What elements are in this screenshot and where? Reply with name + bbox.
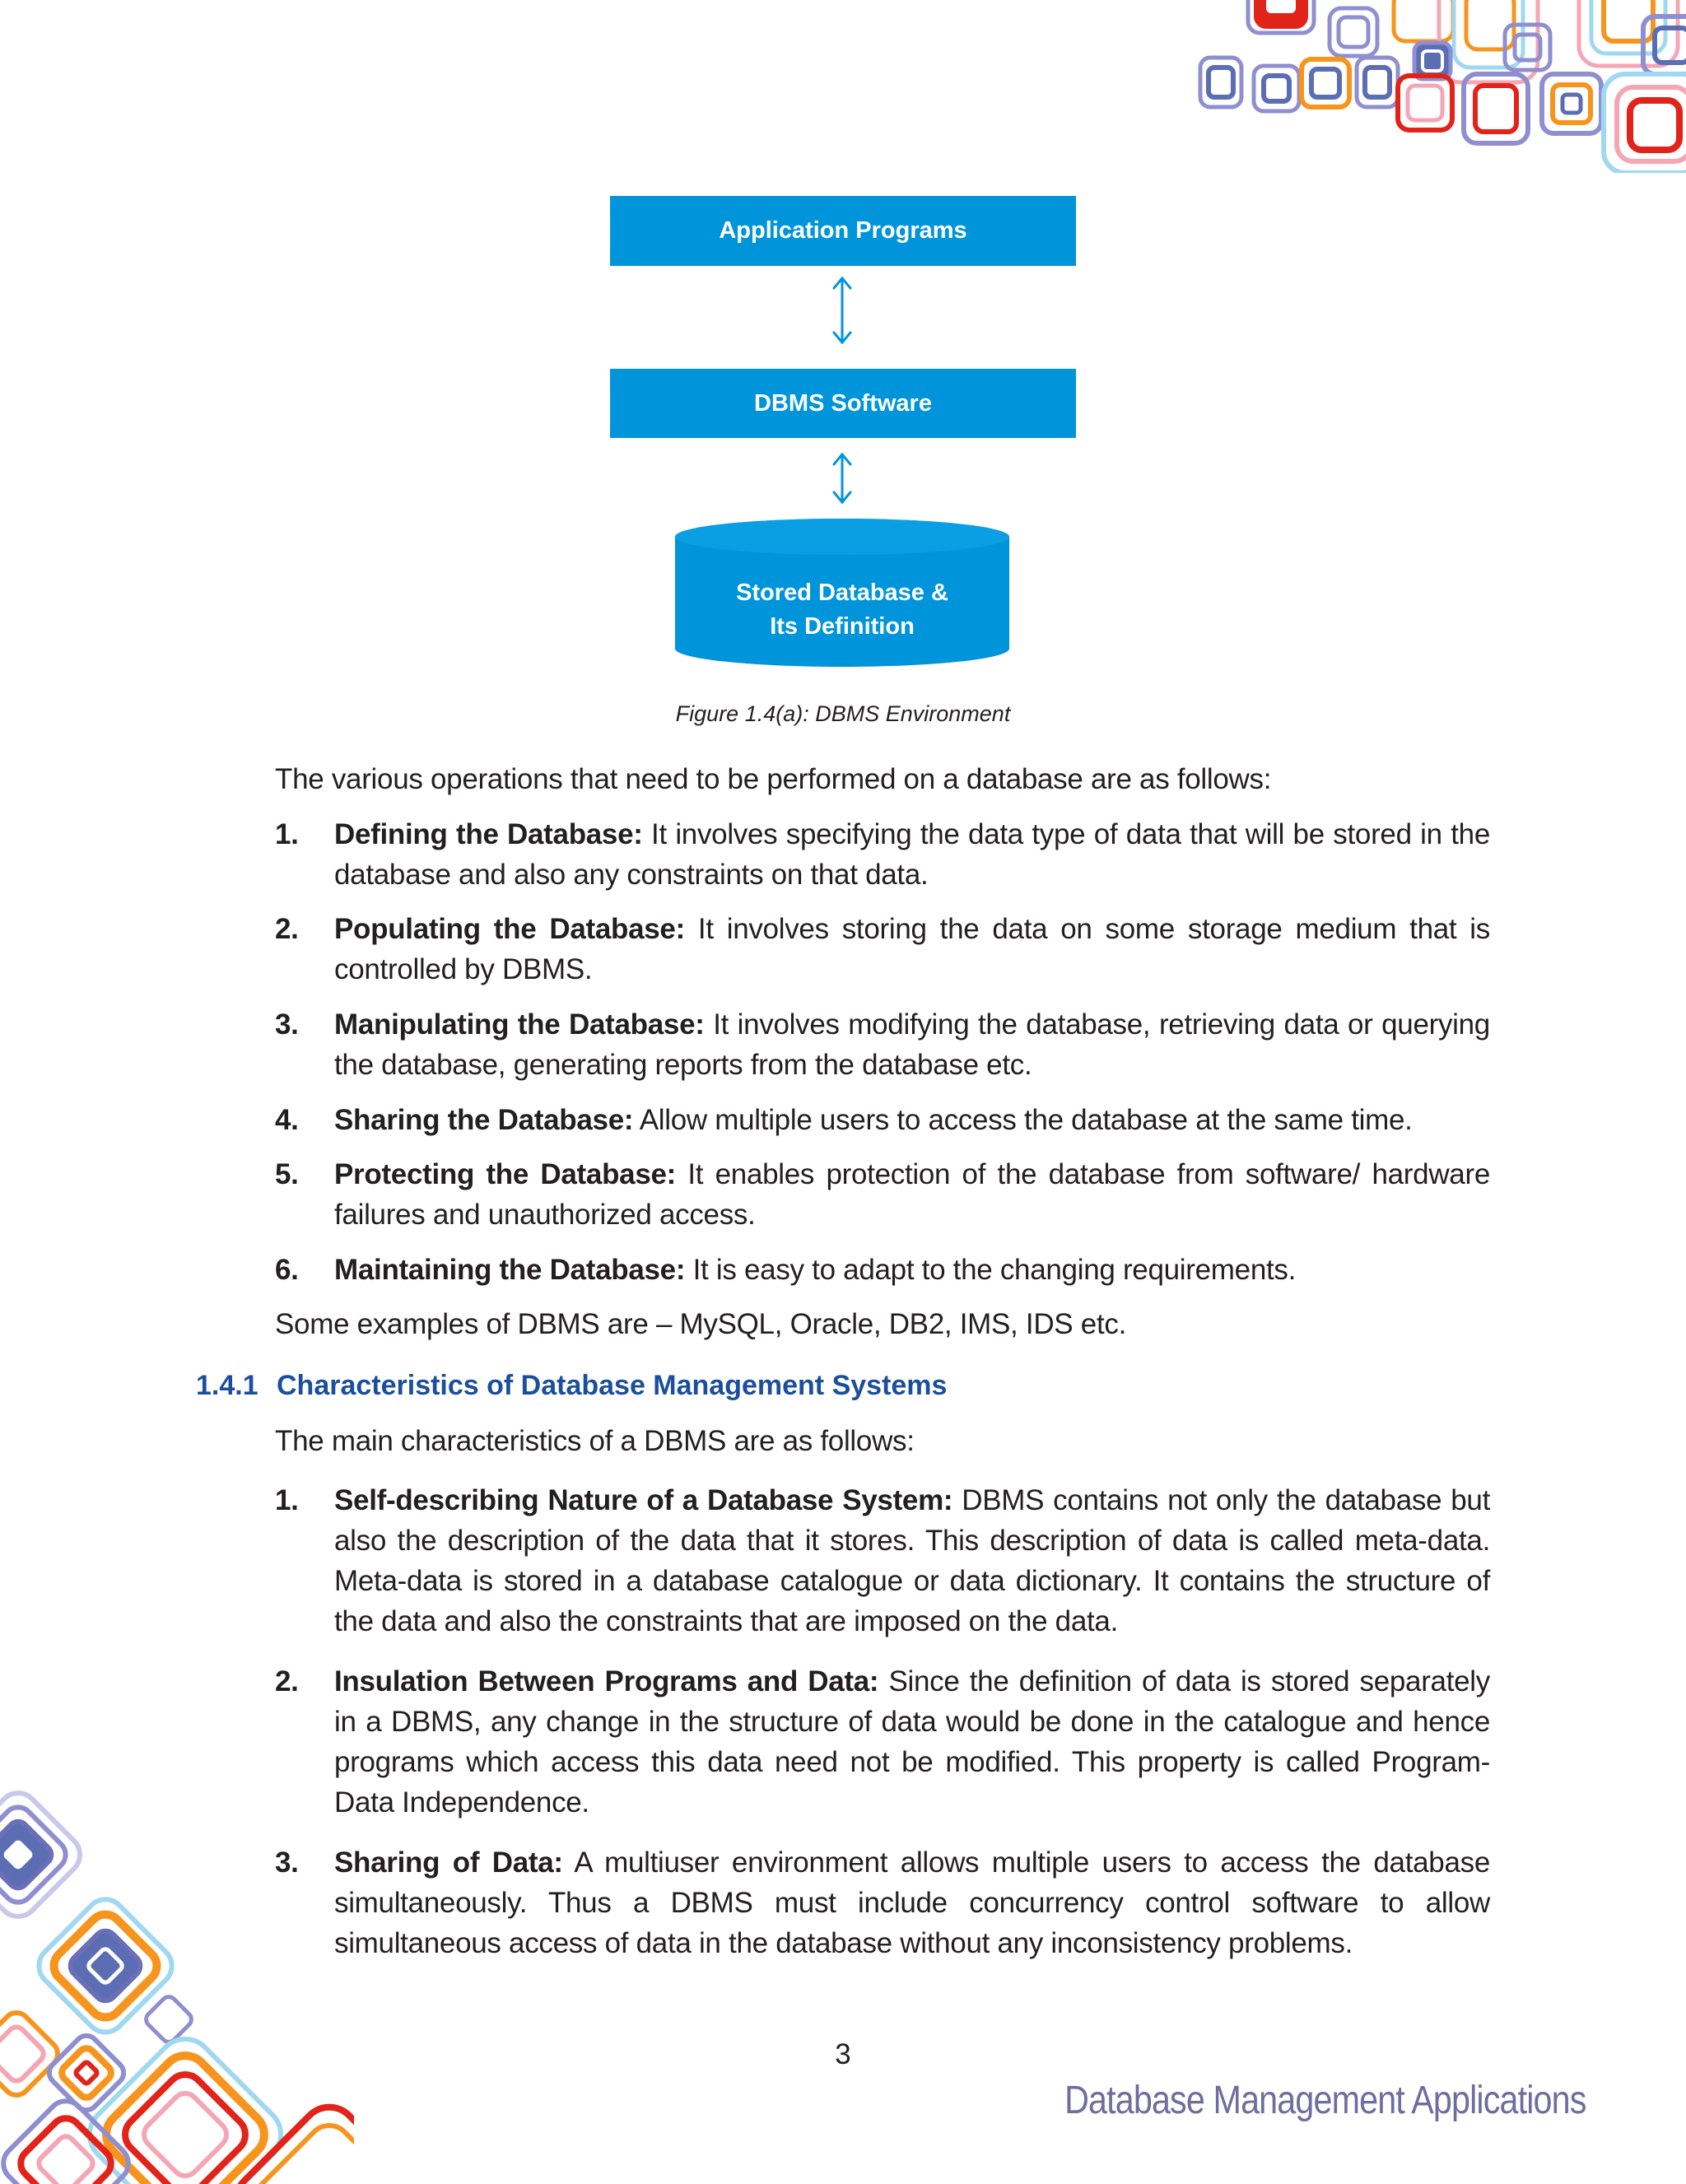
- list-number: 2.: [275, 913, 299, 945]
- list-text: It involves modifying the database, retrieving data or querying the database, generating reports from the database etc.: [334, 1008, 1490, 1081]
- list-lead: Self-describing Nature of a Database System:: [334, 1484, 953, 1516]
- list-number: 1.: [275, 1484, 299, 1516]
- decorative-squares-top-right: [1192, 0, 1686, 173]
- list-item: [275, 1004, 1490, 1085]
- list-lead: Protecting the Database:: [334, 1158, 677, 1190]
- characteristics-intro: The main characteristics of a DBMS are as follows:: [275, 1425, 915, 1457]
- stored-database-line-1: Stored Database &: [736, 580, 948, 606]
- list-lead: Defining the Database:: [334, 818, 643, 850]
- section-heading: [196, 1367, 1266, 1404]
- list-text: It enables protection of the database from software/ hardware failures and unauthorized access.: [334, 1158, 1490, 1231]
- list-number: 1.: [275, 818, 299, 850]
- list-number: 3.: [275, 1846, 299, 1879]
- list-lead: Sharing of Data:: [334, 1846, 563, 1879]
- stored-database-label: [675, 576, 1009, 644]
- list-lead: Sharing the Database:: [334, 1104, 634, 1136]
- list-number: 2.: [275, 1665, 299, 1697]
- page-number: 3: [835, 2038, 851, 2070]
- double-arrow-icon: [827, 451, 857, 505]
- list-item: [275, 1154, 1490, 1235]
- dbms-examples: Some examples of DBMS are – MySQL, Oracle, DB2, IMS, IDS etc.: [275, 1308, 1126, 1340]
- operations-intro: The various operations that need to be performed on a database are as follows:: [275, 763, 1272, 795]
- list-item: [275, 1250, 1490, 1290]
- stored-database-line-2: Its Definition: [770, 613, 915, 640]
- list-text: It involves storing the data on some storage medium that is controlled by DBMS.: [334, 913, 1490, 985]
- list-item: [275, 1480, 1490, 1641]
- application-programs-box: [610, 196, 1076, 266]
- list-lead: Insulation Between Programs and Data:: [334, 1665, 879, 1697]
- list-number: 4.: [275, 1104, 299, 1136]
- application-programs-label: Application Programs: [719, 217, 967, 244]
- list-item: [275, 1100, 1490, 1140]
- double-arrow-icon: [827, 275, 857, 346]
- list-text: It involves specifying the data type of data that will be stored in the database and also any constraints on that data.: [334, 818, 1490, 891]
- list-lead: Maintaining the Database:: [334, 1254, 686, 1286]
- list-number: 5.: [275, 1158, 299, 1190]
- list-item: [275, 909, 1490, 990]
- list-lead: Populating the Database:: [334, 913, 685, 945]
- figure-caption: Figure 1.4(a): DBMS Environment: [675, 701, 1011, 726]
- list-text: Allow multiple users to access the database at the same time.: [633, 1104, 1413, 1136]
- list-text: DBMS contains not only the database but also the description of the data that it stores. This description of data is called meta-data. Meta-data is stored in a database catalogue or data dictionary. It contains the structure of the data and also the constraints that are imposed on the data.: [334, 1484, 1490, 1637]
- dbms-software-box: [610, 369, 1076, 438]
- list-number: 6.: [275, 1254, 299, 1286]
- dbms-software-label: DBMS Software: [754, 389, 932, 417]
- list-text: Since the definition of data is stored separately in a DBMS, any change in the structure of data would be done in the catalogue and hence programs which access this data need not be modified. This property is called Program-Data Independence.: [334, 1665, 1490, 1818]
- list-item: [275, 1842, 1490, 1963]
- section-number: 1.4.1: [196, 1370, 258, 1401]
- list-text: It is easy to adapt to the changing requirements.: [685, 1254, 1297, 1286]
- list-lead: Manipulating the Database:: [334, 1008, 705, 1041]
- section-title: Characteristics of Database Management Systems: [277, 1370, 948, 1401]
- list-text: A multiuser environment allows multiple users to access the database simultaneously. Thus a DBMS must include concurrency control software to allow simultaneous access of data in the database without any inconsistency problems.: [334, 1846, 1490, 1959]
- list-item: [275, 1661, 1490, 1823]
- footer-book-title: Database Management Applications: [1064, 2079, 1586, 2122]
- list-item: [275, 814, 1490, 895]
- list-number: 3.: [275, 1008, 299, 1041]
